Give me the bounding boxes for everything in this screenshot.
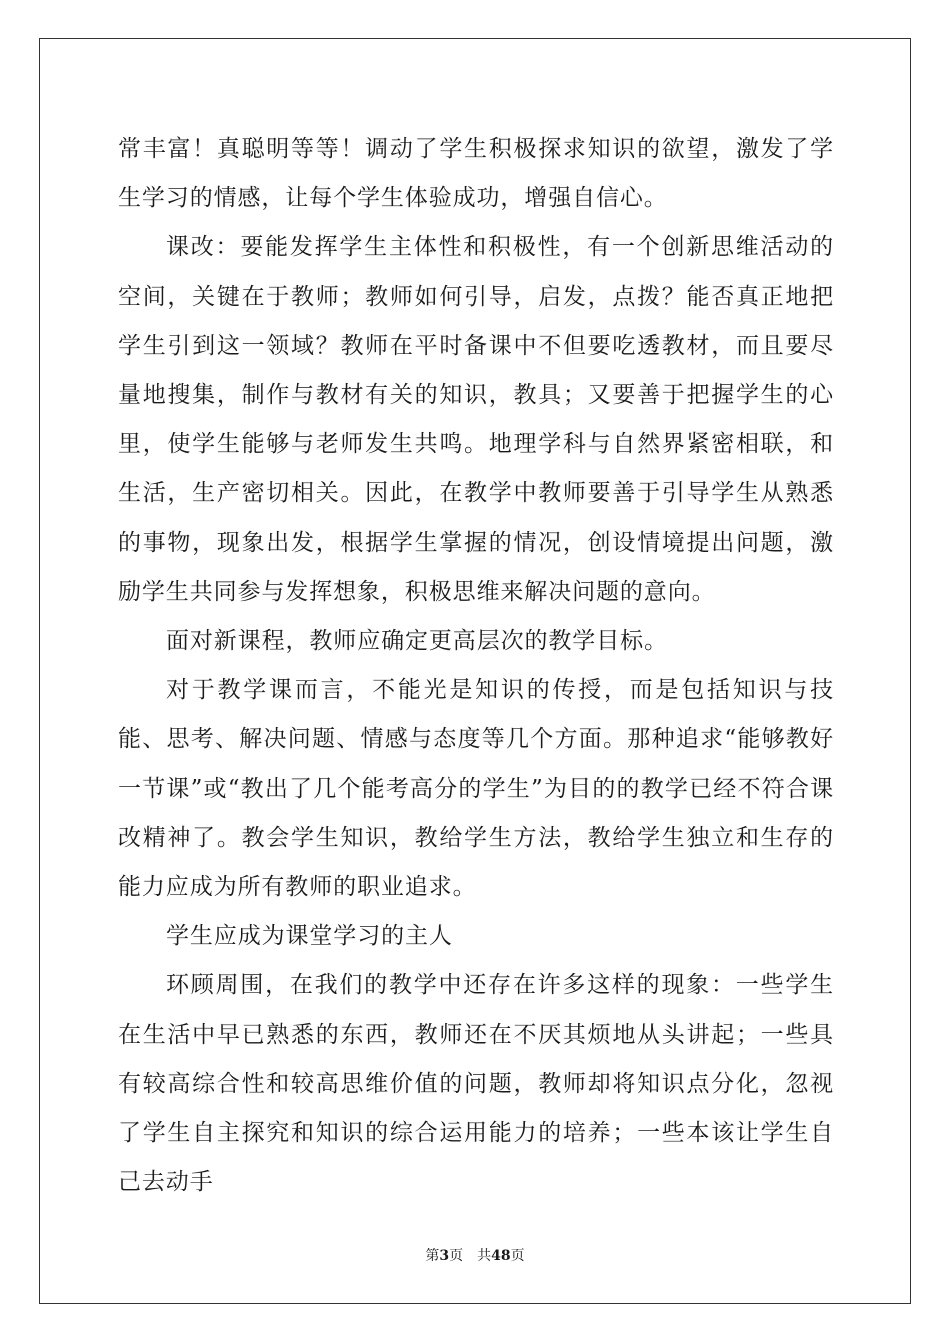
paragraph-5: 环顾周围，在我们的教学中还存在许多这样的现象：一些学生在生活中早已熟悉的东西，教师还在不厌其烦地从头讲起；一些具有较高综合性和较高思维价值的问题，教师却将知识点分化，忽视了学生自主探究和知识的综合运用能力的培养；一些本该让学生自己去动手 — [118, 972, 834, 1196]
paragraph-3: 面对新课程，教师应确定更高层次的教学目标。 — [166, 628, 668, 655]
total-pages-number: 48 — [491, 1248, 511, 1264]
page-prefix: 第 — [425, 1248, 440, 1264]
document-body — [118, 125, 834, 1207]
section-heading: 学生应成为课堂学习的主人 — [166, 923, 453, 950]
total-unit: 页 — [510, 1248, 525, 1264]
paragraph-4: 对于教学课而言，不能光是知识的传授，而是包括知识与技能、思考、解决问题、情感与态度等几个方面。那种追求“能够教好一节课”或“教出了几个能考高分的学生”为目的的教学已经不符合课改精神了。教会学生知识，教给学生方法，教给学生独立和生存的能力应成为所有教师的职业追求。 — [118, 677, 834, 901]
page-unit: 页 — [449, 1248, 464, 1264]
total-prefix: 共 — [477, 1248, 492, 1264]
paragraph-2: 课改：要能发挥学生主体性和积极性，有一个创新思维活动的空间，关键在于教师；教师如何引导，启发，点拨？能否真正地把学生引到这一领域？教师在平时备课中不但要吃透教材，而且要尽量地搜集，制作与教材有关的知识，教具；又要善于把握学生的心里，使学生能够与老师发生共鸣。地理学科与自然界紧密相联，和生活，生产密切相关。因此，在教学中教师要善于引导学生从熟悉的事物，现象出发，根据学生掌握的情况，创设情境提出问题，激励学生共同参与发挥想象，积极思维来解决问题的意向。 — [118, 234, 834, 605]
page-footer — [0, 1246, 950, 1266]
paragraph-1: 常丰富！真聪明等等！调动了学生积极探求知识的欲望，激发了学生学习的情感，让每个学生体验成功，增强自信心。 — [118, 136, 834, 212]
current-page-number: 3 — [439, 1248, 450, 1264]
